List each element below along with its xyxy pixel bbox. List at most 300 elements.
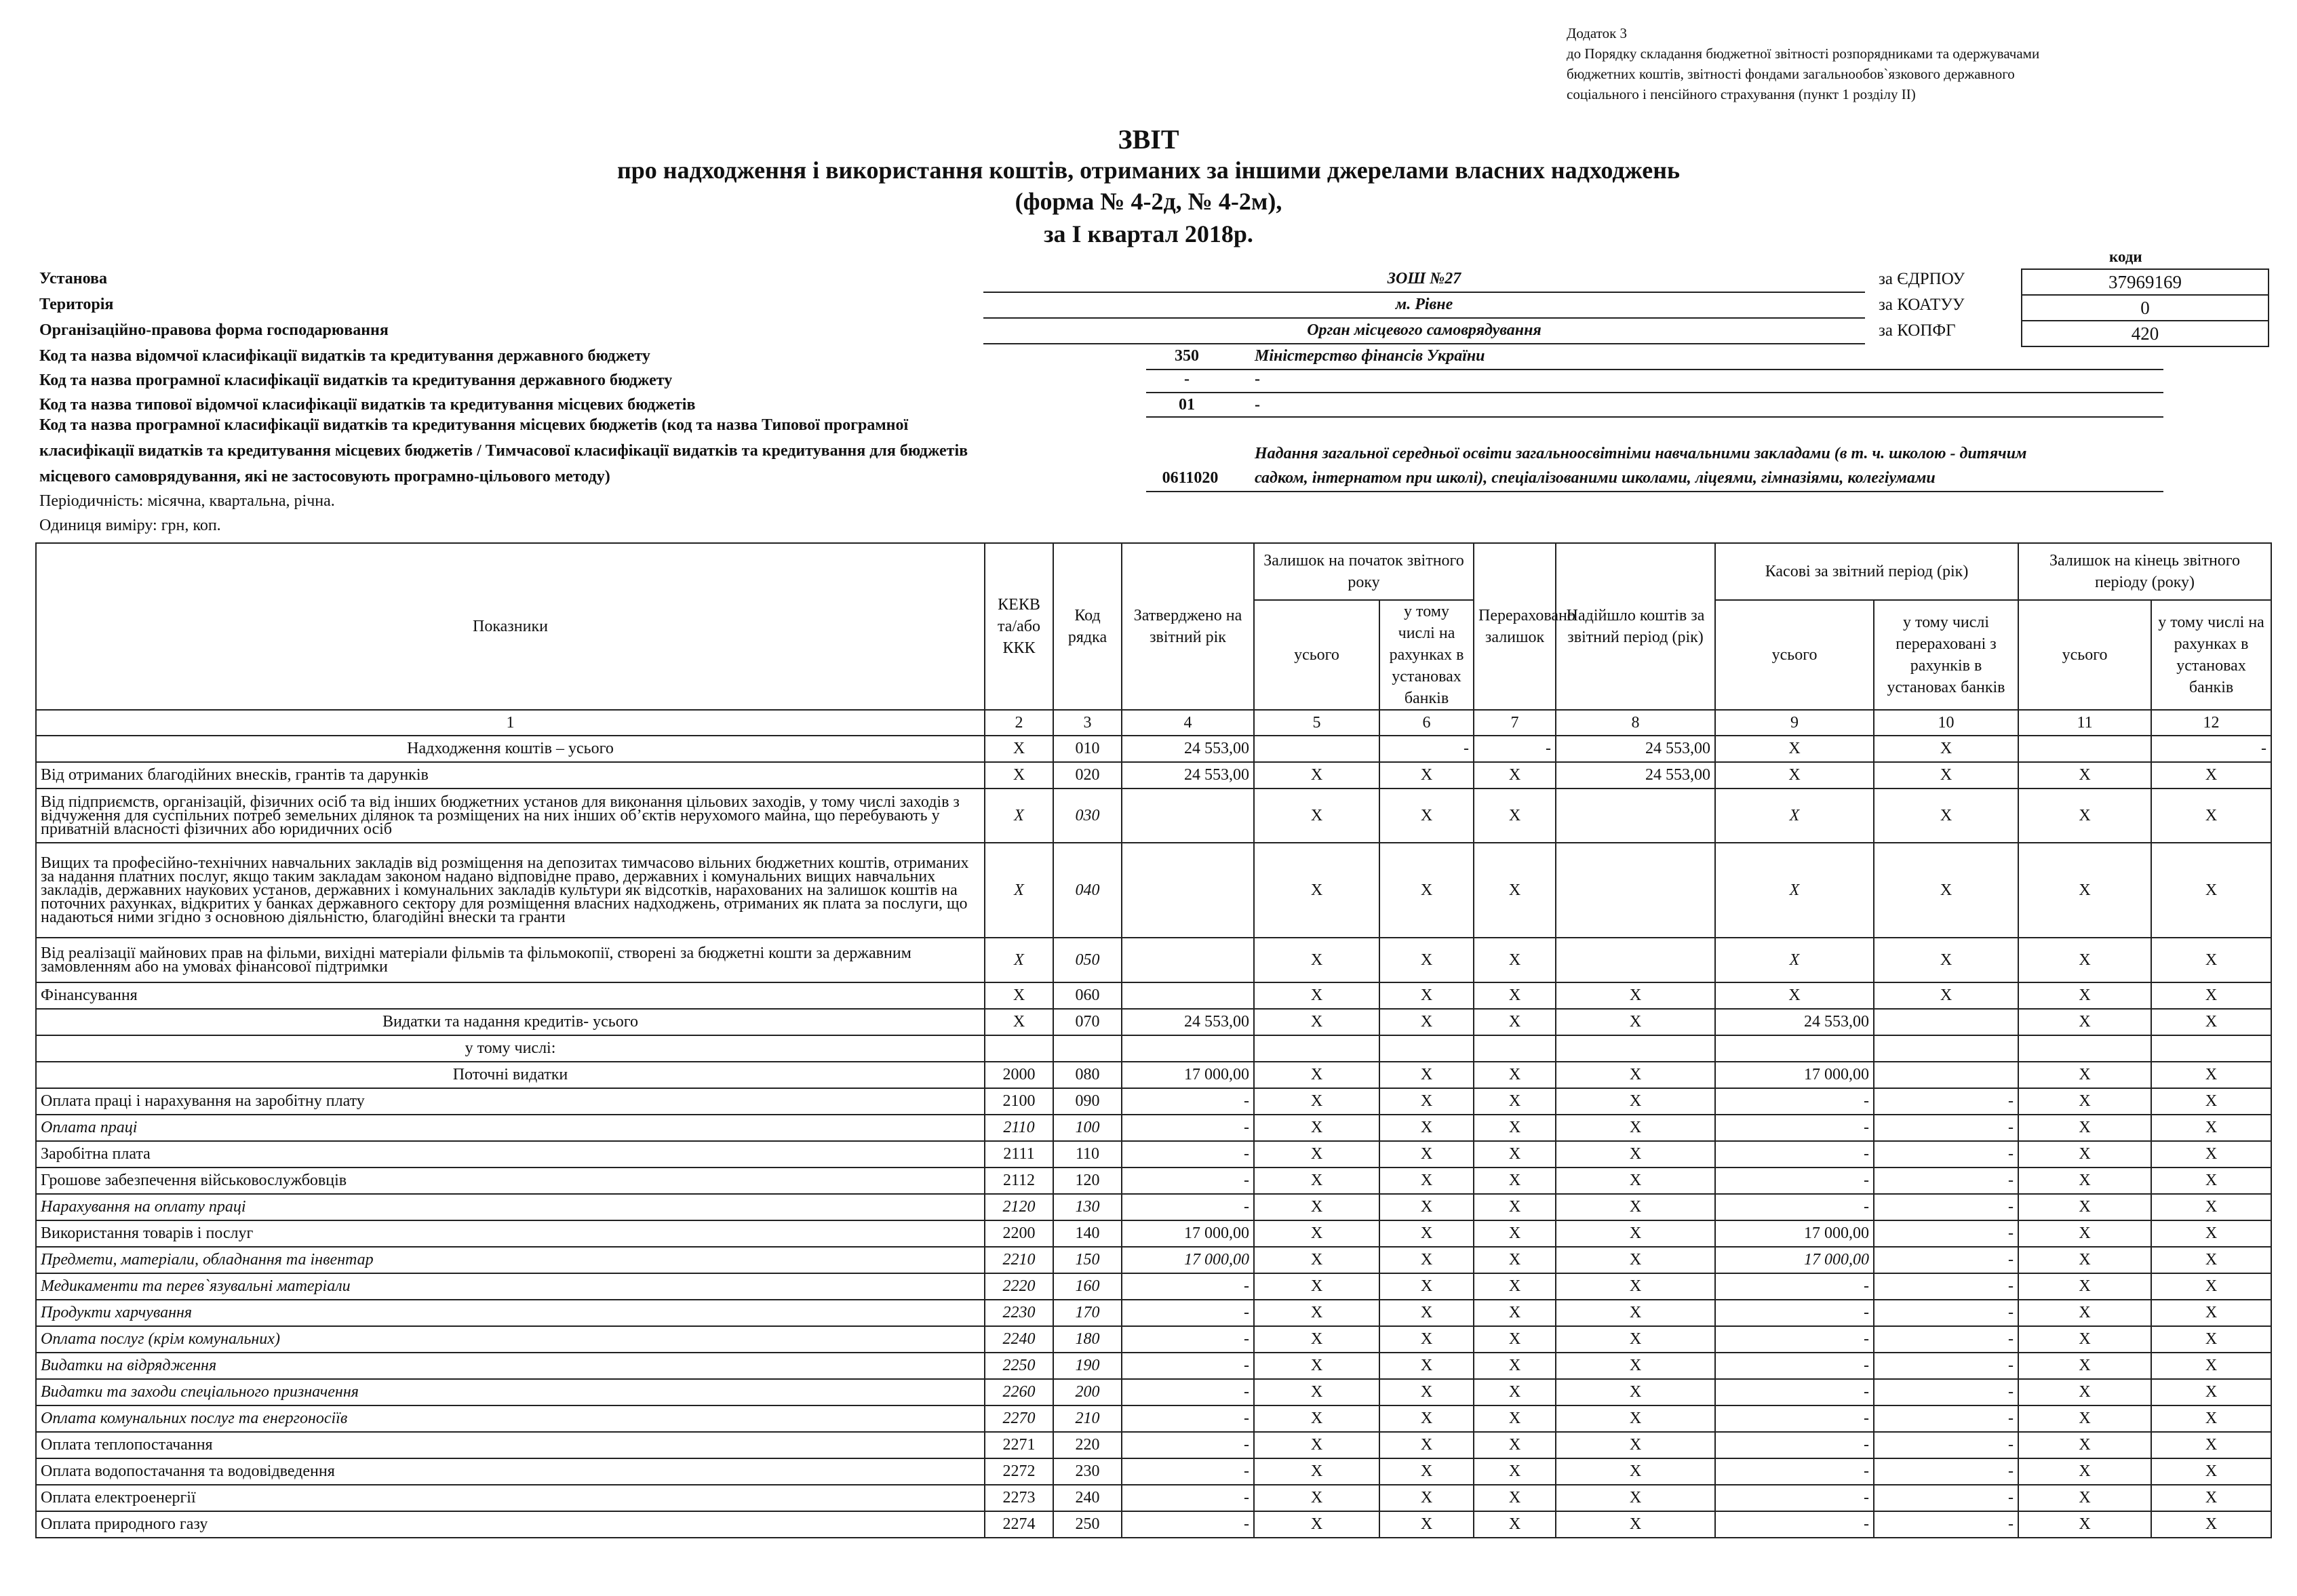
cell-balance-start-total: X: [1254, 843, 1379, 938]
cell-received: 24 553,00: [1556, 762, 1715, 789]
cell-transferred: X: [1474, 762, 1556, 789]
cell-cash-transferred: [1874, 1035, 2018, 1062]
row-indicator: Оплата комунальних послуг та енергоносіїв: [36, 1405, 985, 1432]
cell-balance-start-total: X: [1254, 938, 1379, 982]
row-indicator: Оплата природного газу: [36, 1511, 985, 1538]
col-number: 10: [1874, 710, 2018, 736]
cell-transferred: X: [1474, 1220, 1556, 1247]
cell-balance-start-bank: X: [1379, 843, 1474, 938]
underline: [983, 343, 1865, 344]
cell-balance-start-bank: [1379, 1035, 1474, 1062]
table-row: [36, 762, 2271, 789]
cell-balance-start-total: X: [1254, 1485, 1379, 1511]
cell-row-code: 020: [1053, 762, 1122, 789]
table-row: [36, 1300, 2271, 1326]
cell-cash-transferred: -: [1874, 1485, 2018, 1511]
cell-row-code: [1053, 1035, 1122, 1062]
underline: [1146, 392, 2163, 393]
cell-balance-end-bank: X: [2151, 1088, 2271, 1115]
cell-balance-end-total: X: [2018, 1511, 2151, 1538]
cell-cash-transferred: -: [1874, 1141, 2018, 1168]
col-header-incl-transferred: у тому числі перераховані з рахунків в установах банків: [1874, 600, 2018, 710]
cell-cash-total: -: [1715, 1326, 1874, 1353]
cell-balance-start-bank: X: [1379, 1485, 1474, 1511]
row-indicator: Від підприємств, організацій, фізичних осіб та від інших бюджетних установ для виконання цільових заходів, у тому числі заходів з відчуження для суспільних потреб земельних ділянок та розміщених на них інших об’єктів нерухомого майна, що перебувають у приватній власності фізичних або юридичних осіб: [36, 789, 985, 843]
annex-line: бюджетних коштів, звітності фондами загальнообов`язкового державного: [1567, 66, 2015, 82]
row-indicator: Заробітна плата: [36, 1141, 985, 1168]
cell-balance-end-total: X: [2018, 1379, 2151, 1405]
cell-cash-transferred: X: [1874, 762, 2018, 789]
cell-received: X: [1556, 1326, 1715, 1353]
cell-cash-total: X: [1715, 736, 1874, 762]
cell-balance-start-bank: X: [1379, 1115, 1474, 1141]
cell-received: X: [1556, 1432, 1715, 1458]
cell-balance-end-total: X: [2018, 1220, 2151, 1247]
col-number: 11: [2018, 710, 2151, 736]
cell-approved: [1122, 789, 1254, 843]
cell-approved: 24 553,00: [1122, 1009, 1254, 1035]
cell-cash-transferred: -: [1874, 1300, 2018, 1326]
row-indicator: у тому числі:: [36, 1035, 985, 1062]
cell-kekv: X: [985, 1009, 1053, 1035]
cell-balance-start-total: X: [1254, 1115, 1379, 1141]
table-row: [36, 843, 2271, 938]
cell-row-code: 180: [1053, 1326, 1122, 1353]
row-indicator: Оплата теплопостачання: [36, 1432, 985, 1458]
cell-balance-end-bank: X: [2151, 1485, 2271, 1511]
cell-balance-end-bank: X: [2151, 1511, 2271, 1538]
annex-line: Додаток 3: [1567, 25, 1628, 41]
cell-transferred: X: [1474, 938, 1556, 982]
cell-row-code: 030: [1053, 789, 1122, 843]
cell-balance-start-bank: X: [1379, 1273, 1474, 1300]
cell-balance-end-total: X: [2018, 1326, 2151, 1353]
cell-row-code: 240: [1053, 1485, 1122, 1511]
cell-approved: [1122, 1035, 1254, 1062]
cell-cash-transferred: -: [1874, 1220, 2018, 1247]
cell-received: X: [1556, 1273, 1715, 1300]
cell-transferred: X: [1474, 1115, 1556, 1141]
cell-transferred: X: [1474, 1009, 1556, 1035]
cell-received: X: [1556, 1141, 1715, 1168]
row-indicator: Поточні видатки: [36, 1062, 985, 1088]
cell-balance-end-bank: X: [2151, 1353, 2271, 1379]
cell-balance-end-bank: X: [2151, 982, 2271, 1009]
table-row: [36, 1247, 2271, 1273]
cell-approved: 24 553,00: [1122, 736, 1254, 762]
cell-kekv: 2110: [985, 1115, 1053, 1141]
cell-approved: -: [1122, 1088, 1254, 1115]
cell-balance-start-total: X: [1254, 762, 1379, 789]
row-indicator: Медикаменти та перев`язувальні матеріали: [36, 1273, 985, 1300]
col-number: 4: [1122, 710, 1254, 736]
cell-approved: -: [1122, 1379, 1254, 1405]
report-form: (форма № 4-2д, № 4-2м),: [1015, 188, 1282, 215]
cell-balance-end-bank: -: [2151, 736, 2271, 762]
cell-kekv: 2260: [985, 1379, 1053, 1405]
table-row: [36, 789, 2271, 843]
cell-approved: [1122, 938, 1254, 982]
cell-received: X: [1556, 1194, 1715, 1220]
cell-balance-end-total: X: [2018, 1485, 2151, 1511]
cell-transferred: X: [1474, 1326, 1556, 1353]
cell-row-code: 080: [1053, 1062, 1122, 1088]
kopfg-label: за КОПФГ: [1879, 321, 1956, 340]
cell-balance-start-bank: X: [1379, 982, 1474, 1009]
dept-class-code: 350: [1175, 347, 1199, 365]
cell-balance-end-total: X: [2018, 1432, 2151, 1458]
col-number: 1: [36, 710, 985, 736]
cell-approved: 17 000,00: [1122, 1220, 1254, 1247]
cell-kekv: X: [985, 982, 1053, 1009]
cell-balance-start-bank: X: [1379, 1088, 1474, 1115]
cell-kekv: X: [985, 736, 1053, 762]
cell-transferred: X: [1474, 982, 1556, 1009]
row-indicator: Вищих та професійно-технічних навчальних закладів від розміщення на депозитах тимчасово вільних бюджетних коштів, отриманих за надання платних послуг, якщо таким закладам законом надано відповідне право, державних і комунальних вищих навчальних закладів, державних наукових установ, державних і комунальних закладів культури як відсотків, нарахованих на залишок коштів на поточних рахунках, відкритих у банках державного сектору для розміщення власних надходжень, отриманих як плата за послуги, що надаються ними згідно з основною діяльністю, благодійні внески та гранти: [36, 843, 985, 938]
cell-balance-end-bank: X: [2151, 762, 2271, 789]
cell-balance-end-total: X: [2018, 843, 2151, 938]
cell-cash-transferred: -: [1874, 1326, 2018, 1353]
cell-balance-start-bank: X: [1379, 1141, 1474, 1168]
cell-balance-start-bank: X: [1379, 1062, 1474, 1088]
edrpou-value: 37969169: [2021, 268, 2269, 296]
cell-cash-total: X: [1715, 938, 1874, 982]
cell-balance-end-total: X: [2018, 1247, 2151, 1273]
cell-balance-start-bank: X: [1379, 1300, 1474, 1326]
cell-balance-end-bank: X: [2151, 1009, 2271, 1035]
col-header-cash: Касові за звітний період (рік): [1715, 543, 2018, 600]
cell-approved: -: [1122, 1405, 1254, 1432]
typical-class-label: Код та назва типової відомчої класифікації видатків та кредитування місцевих бюджетів: [39, 396, 696, 414]
cell-approved: -: [1122, 1326, 1254, 1353]
table-row: [36, 1353, 2271, 1379]
cell-balance-end-bank: X: [2151, 938, 2271, 982]
row-indicator: Видатки та надання кредитів- усього: [36, 1009, 985, 1035]
cell-balance-start-total: X: [1254, 1247, 1379, 1273]
cell-cash-total: -: [1715, 1511, 1874, 1538]
cell-balance-end-total: X: [2018, 982, 2151, 1009]
col-number: 8: [1556, 710, 1715, 736]
cell-kekv: 2271: [985, 1432, 1053, 1458]
cell-cash-total: -: [1715, 1405, 1874, 1432]
org-form-label: Організаційно-правова форма господарювання: [39, 321, 389, 339]
col-header-transferred: Перераховано залишок: [1474, 543, 1556, 710]
cell-balance-start-bank: -: [1379, 736, 1474, 762]
cell-balance-start-bank: X: [1379, 1168, 1474, 1194]
cell-transferred: X: [1474, 1168, 1556, 1194]
cell-kekv: X: [985, 938, 1053, 982]
cell-balance-start-total: X: [1254, 1273, 1379, 1300]
cell-kekv: 2274: [985, 1511, 1053, 1538]
edrpou-label: за ЄДРПОУ: [1879, 270, 1965, 288]
cell-cash-transferred: X: [1874, 843, 2018, 938]
dept-class-label: Код та назва відомчої класифікації видатків та кредитування державного бюджету: [39, 347, 650, 365]
underline: [983, 292, 1865, 293]
table-row: [36, 1379, 2271, 1405]
cell-row-code: 070: [1053, 1009, 1122, 1035]
col-number: 7: [1474, 710, 1556, 736]
cell-cash-total: X: [1715, 762, 1874, 789]
cell-balance-start-bank: X: [1379, 938, 1474, 982]
cell-balance-end-total: X: [2018, 762, 2151, 789]
institution-value: ЗОШ №27: [1387, 270, 1461, 287]
cell-approved: -: [1122, 1194, 1254, 1220]
underline: [1146, 369, 2163, 370]
table-row: [36, 1009, 2271, 1035]
cell-transferred: X: [1474, 1088, 1556, 1115]
cell-received: X: [1556, 1300, 1715, 1326]
cell-balance-start-total: X: [1254, 1432, 1379, 1458]
table-row: [36, 1088, 2271, 1115]
cell-cash-transferred: -: [1874, 1194, 2018, 1220]
institution-label: Установа: [39, 270, 107, 287]
table-row: [36, 1485, 2271, 1511]
prog-class-label: Код та назва програмної класифікації видатків та кредитування державного бюджету: [39, 372, 673, 389]
cell-approved: -: [1122, 1273, 1254, 1300]
cell-received: [1556, 789, 1715, 843]
cell-row-code: 250: [1053, 1511, 1122, 1538]
row-indicator: Предмети, матеріали, обладнання та інвентар: [36, 1247, 985, 1273]
cell-balance-end-bank: X: [2151, 1141, 2271, 1168]
cell-kekv: 2200: [985, 1220, 1053, 1247]
cell-balance-end-total: X: [2018, 1273, 2151, 1300]
prog-class-code: -: [1184, 370, 1190, 388]
cell-approved: 17 000,00: [1122, 1062, 1254, 1088]
cell-cash-total: -: [1715, 1485, 1874, 1511]
cell-cash-transferred: X: [1874, 789, 2018, 843]
table-row: [36, 1326, 2271, 1353]
typical-class-code: 01: [1179, 396, 1195, 414]
cell-balance-start-total: X: [1254, 1353, 1379, 1379]
cell-kekv: X: [985, 762, 1053, 789]
cell-received: [1556, 843, 1715, 938]
local-class-label: Код та назва програмної класифікації видатків та кредитування місцевих бюджетів (код та назва Типової програмної: [39, 416, 909, 434]
cell-balance-start-bank: X: [1379, 1009, 1474, 1035]
cell-cash-transferred: X: [1874, 736, 2018, 762]
row-indicator: Оплата праці: [36, 1115, 985, 1141]
cell-kekv: 2112: [985, 1168, 1053, 1194]
cell-balance-start-total: X: [1254, 1458, 1379, 1485]
cell-balance-end-bank: X: [2151, 1273, 2271, 1300]
row-indicator: Грошове забезпечення військовослужбовців: [36, 1168, 985, 1194]
col-header-total: усього: [2018, 600, 2151, 710]
cell-balance-start-bank: X: [1379, 1432, 1474, 1458]
row-indicator: Продукти харчування: [36, 1300, 985, 1326]
cell-transferred: X: [1474, 1511, 1556, 1538]
table-row: [36, 1062, 2271, 1088]
cell-balance-start-bank: X: [1379, 1458, 1474, 1485]
local-class-name: садком, інтернатом при школі), спеціалізованими школами, ліцеями, гімназіями, колегіумами: [1255, 469, 1936, 487]
cell-received: [1556, 1035, 1715, 1062]
cell-row-code: 220: [1053, 1432, 1122, 1458]
table-row: [36, 1432, 2271, 1458]
cell-cash-total: 17 000,00: [1715, 1247, 1874, 1273]
cell-cash-transferred: -: [1874, 1405, 2018, 1432]
cell-row-code: 200: [1053, 1379, 1122, 1405]
col-header-row-code: Код рядка: [1053, 543, 1122, 710]
col-number: 3: [1053, 710, 1122, 736]
cell-kekv: 2240: [985, 1326, 1053, 1353]
cell-cash-total: X: [1715, 843, 1874, 938]
cell-balance-start-total: X: [1254, 982, 1379, 1009]
cell-balance-end-bank: X: [2151, 1194, 2271, 1220]
cell-approved: -: [1122, 1115, 1254, 1141]
col-header-kekv: КЕКВ та/або ККК: [985, 543, 1053, 710]
periodicity: Періодичність: місячна, квартальна, річна.: [39, 492, 335, 510]
cell-row-code: 110: [1053, 1141, 1122, 1168]
table-row: [36, 982, 2271, 1009]
cell-kekv: 2230: [985, 1300, 1053, 1326]
cell-cash-transferred: -: [1874, 1168, 2018, 1194]
cell-balance-start-bank: X: [1379, 1220, 1474, 1247]
col-header-incl-bank: у тому числі на рахунках в установах банків: [1379, 600, 1474, 710]
cell-cash-total: -: [1715, 1458, 1874, 1485]
cell-cash-total: X: [1715, 982, 1874, 1009]
cell-approved: -: [1122, 1168, 1254, 1194]
cell-transferred: X: [1474, 1194, 1556, 1220]
prog-class-name: -: [1255, 370, 1260, 388]
cell-balance-start-total: [1254, 736, 1379, 762]
cell-transferred: X: [1474, 1485, 1556, 1511]
cell-row-code: 190: [1053, 1353, 1122, 1379]
cell-received: X: [1556, 1353, 1715, 1379]
cell-cash-total: -: [1715, 1300, 1874, 1326]
cell-balance-start-bank: X: [1379, 1511, 1474, 1538]
cell-cash-transferred: -: [1874, 1115, 2018, 1141]
cell-balance-start-total: X: [1254, 1088, 1379, 1115]
cell-cash-total: -: [1715, 1353, 1874, 1379]
cell-transferred: X: [1474, 1432, 1556, 1458]
cell-row-code: 130: [1053, 1194, 1122, 1220]
annex-line: соціального і пенсійного страхування (пункт 1 розділу II): [1567, 86, 1916, 102]
typical-class-name: -: [1255, 396, 1260, 414]
cell-row-code: 210: [1053, 1405, 1122, 1432]
cell-balance-start-total: X: [1254, 1194, 1379, 1220]
col-number: 12: [2151, 710, 2271, 736]
row-indicator: Оплата електроенергії: [36, 1485, 985, 1511]
cell-balance-end-total: X: [2018, 938, 2151, 982]
cell-received: X: [1556, 1062, 1715, 1088]
cell-balance-start-bank: X: [1379, 1247, 1474, 1273]
cell-cash-transferred: X: [1874, 982, 2018, 1009]
cell-balance-start-total: X: [1254, 1326, 1379, 1353]
cell-cash-transferred: [1874, 1009, 2018, 1035]
cell-kekv: 2000: [985, 1062, 1053, 1088]
cell-balance-end-total: X: [2018, 1353, 2151, 1379]
cell-cash-total: -: [1715, 1168, 1874, 1194]
cell-approved: [1122, 843, 1254, 938]
table-row: [36, 1035, 2271, 1062]
cell-cash-total: [1715, 1035, 1874, 1062]
cell-balance-start-total: X: [1254, 1379, 1379, 1405]
table-row: [36, 1220, 2271, 1247]
col-header-balance-start: Залишок на початок звітного року: [1254, 543, 1474, 600]
cell-balance-end-bank: X: [2151, 1062, 2271, 1088]
cell-balance-end-total: [2018, 1035, 2151, 1062]
underline: [1146, 491, 2163, 492]
row-indicator: Оплата водопостачання та водовідведення: [36, 1458, 985, 1485]
col-header-approved: Затверджено на звітний рік: [1122, 543, 1254, 710]
cell-kekv: 2270: [985, 1405, 1053, 1432]
col-header-total: усього: [1715, 600, 1874, 710]
underline: [983, 317, 1865, 319]
table-row: [36, 1511, 2271, 1538]
col-number: 5: [1254, 710, 1379, 736]
cell-received: X: [1556, 1168, 1715, 1194]
cell-balance-end-bank: X: [2151, 1300, 2271, 1326]
cell-transferred: X: [1474, 789, 1556, 843]
cell-balance-start-bank: X: [1379, 1326, 1474, 1353]
cell-balance-end-total: X: [2018, 1458, 2151, 1485]
cell-received: X: [1556, 1511, 1715, 1538]
table-row: [36, 938, 2271, 982]
cell-balance-end-bank: [2151, 1035, 2271, 1062]
row-indicator: Фінансування: [36, 982, 985, 1009]
cell-approved: 17 000,00: [1122, 1247, 1254, 1273]
cell-approved: [1122, 982, 1254, 1009]
cell-transferred: X: [1474, 1247, 1556, 1273]
cell-transferred: X: [1474, 1379, 1556, 1405]
cell-balance-start-bank: X: [1379, 1379, 1474, 1405]
cell-balance-end-bank: X: [2151, 1168, 2271, 1194]
cell-received: X: [1556, 1485, 1715, 1511]
cell-balance-start-bank: X: [1379, 789, 1474, 843]
cell-balance-end-total: X: [2018, 1405, 2151, 1432]
cell-cash-total: -: [1715, 1379, 1874, 1405]
cell-cash-total: -: [1715, 1141, 1874, 1168]
cell-kekv: 2111: [985, 1141, 1053, 1168]
row-indicator: Від отриманих благодійних внесків, грантів та дарунків: [36, 762, 985, 789]
cell-transferred: X: [1474, 1458, 1556, 1485]
cell-balance-start-total: X: [1254, 1511, 1379, 1538]
col-header-balance-end: Залишок на кінець звітного періоду (року): [2018, 543, 2271, 600]
cell-row-code: 100: [1053, 1115, 1122, 1141]
row-indicator: Нарахування на оплату праці: [36, 1194, 985, 1220]
cell-balance-end-bank: X: [2151, 1247, 2271, 1273]
report-table: [35, 542, 2272, 1538]
table-row: [36, 1168, 2271, 1194]
cell-row-code: 120: [1053, 1168, 1122, 1194]
cell-balance-end-bank: X: [2151, 843, 2271, 938]
cell-kekv: 2210: [985, 1247, 1053, 1273]
cell-row-code: 040: [1053, 843, 1122, 938]
col-header-indicators: Показники: [36, 543, 985, 710]
underline: [1146, 416, 2163, 418]
org-form-value: Орган місцевого самоврядування: [1307, 321, 1542, 339]
cell-approved: -: [1122, 1432, 1254, 1458]
row-indicator: Оплата праці і нарахування на заробітну плату: [36, 1088, 985, 1115]
cell-approved: 24 553,00: [1122, 762, 1254, 789]
report-title: ЗВІТ: [1118, 124, 1179, 155]
col-header-total: усього: [1254, 600, 1379, 710]
unit-of-measure: Одиниця виміру: грн, коп.: [39, 517, 221, 534]
cell-cash-transferred: [1874, 1062, 2018, 1088]
cell-cash-transferred: -: [1874, 1432, 2018, 1458]
cell-cash-transferred: -: [1874, 1088, 2018, 1115]
cell-cash-total: X: [1715, 789, 1874, 843]
cell-received: X: [1556, 1088, 1715, 1115]
cell-approved: -: [1122, 1353, 1254, 1379]
cell-transferred: X: [1474, 1300, 1556, 1326]
cell-received: X: [1556, 982, 1715, 1009]
cell-cash-total: -: [1715, 1432, 1874, 1458]
row-indicator: Від реалізації майнових прав на фільми, вихідні матеріали фільмів та фільмокопії, створені за бюджетні кошти за державним замовленням або на умовах фінансової підтримки: [36, 938, 985, 982]
cell-approved: -: [1122, 1300, 1254, 1326]
cell-balance-end-bank: X: [2151, 1220, 2271, 1247]
cell-balance-end-total: X: [2018, 1115, 2151, 1141]
cell-received: X: [1556, 1247, 1715, 1273]
cell-kekv: 2220: [985, 1273, 1053, 1300]
